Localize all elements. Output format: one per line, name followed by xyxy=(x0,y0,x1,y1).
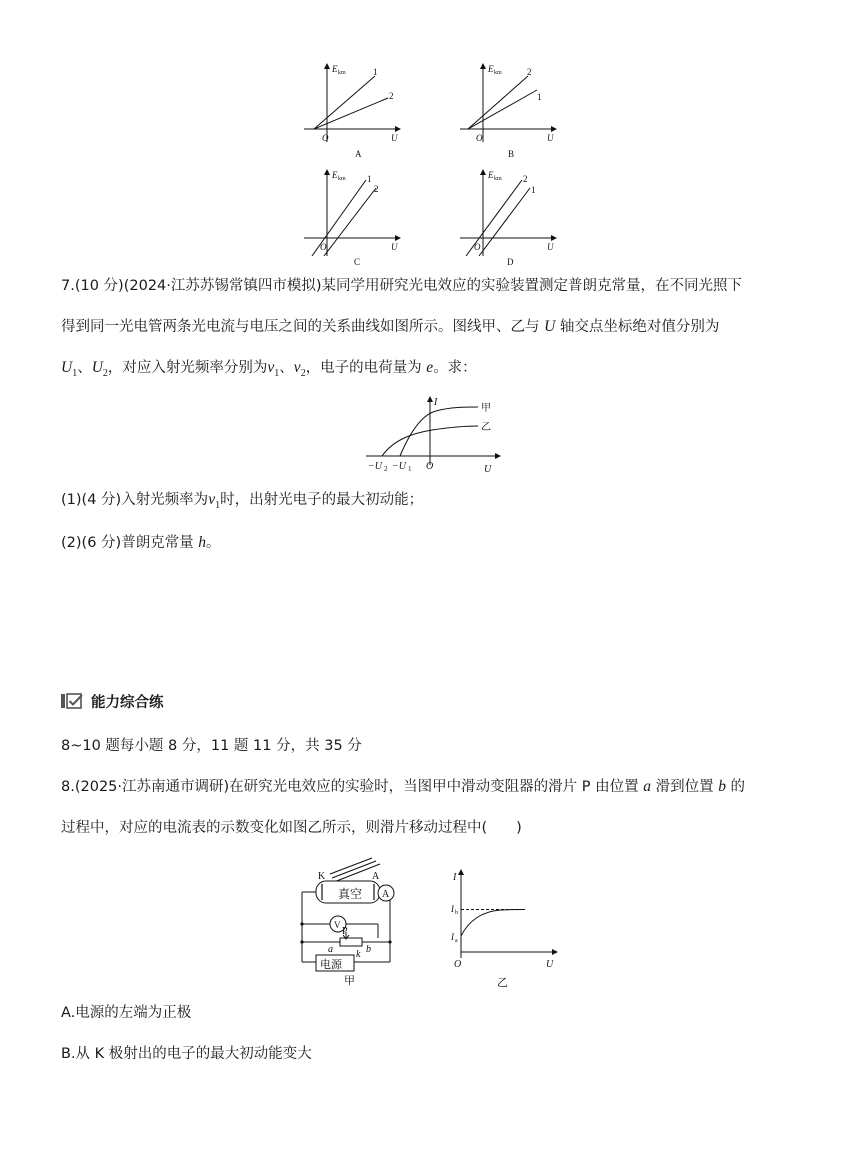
q7-line1: 7.(10 分)(2024·江苏苏锡常镇四市模拟)某同学用研究光电效应的实验装置测定普朗克常量，在不同光照下 xyxy=(61,278,743,294)
graph-c-origin: O xyxy=(320,242,327,252)
graph-d-line1: 2 xyxy=(523,174,528,184)
graph-c-line1: 1 xyxy=(367,174,372,184)
q8-option-a: A.电源的左端为正极 xyxy=(61,1005,192,1021)
igraph-ia: I xyxy=(451,932,454,942)
circuit-p-label: P xyxy=(342,926,348,937)
graph-c-letter: C xyxy=(354,257,361,267)
graph-d-origin: O xyxy=(474,242,481,252)
graph-a-xlabel: U xyxy=(391,133,398,143)
checklist-icon xyxy=(61,693,83,709)
option-graphs xyxy=(290,58,554,267)
q7-graph-curve-b: 乙 xyxy=(481,422,491,433)
graph-b-ysub: km xyxy=(494,70,502,76)
igraph-origin: O xyxy=(454,959,462,970)
graph-d-ylabel: E xyxy=(488,170,494,180)
circuit-ra-label: a xyxy=(328,944,333,955)
graph-b-line2: 1 xyxy=(537,92,542,102)
graph-b-xlabel: U xyxy=(547,133,554,143)
circuit-rb-label: b xyxy=(366,944,371,955)
q8-circuit-diagram xyxy=(290,858,410,988)
circuit-source-label: 电源 xyxy=(320,959,342,971)
graph-a-letter: A xyxy=(355,149,362,159)
q7-graph-curve-a: 甲 xyxy=(481,403,491,414)
q8-line1: 8.(2025·江苏南通市调研)在研究光电效应的实验时，当图甲中滑动变阻器的滑片 P 由位置 a 滑到位置 b 的 xyxy=(61,778,746,795)
graph-d-xlabel: U xyxy=(547,242,554,252)
q7-line2: 得到同一光电管两条光电流与电压之间的关系曲线如图所示。图线甲、乙与 U 轴交点坐标绝对值分别为 xyxy=(61,318,720,335)
circuit-ammeter-label: A xyxy=(382,889,390,900)
igraph-xlabel: U xyxy=(546,959,554,970)
section-scoring: 8~10 题每小题 8 分，11 题 11 分，共 35 分 xyxy=(61,738,362,754)
q7-sub2: (2)(6 分)普朗克常量 h。 xyxy=(61,534,221,551)
graph-a-ysub: km xyxy=(338,70,346,76)
graph-b-ylabel: E xyxy=(488,64,494,74)
graph-b xyxy=(460,64,556,159)
graph-c-line2: 2 xyxy=(374,184,379,194)
graph-b-letter: B xyxy=(508,149,515,159)
q8-option-b: B.从 K 极射出的电子的最大初动能变大 xyxy=(61,1046,312,1062)
section-header xyxy=(61,690,164,712)
graph-c-ysub: km xyxy=(338,176,346,182)
graph-a-line2: 2 xyxy=(389,91,394,101)
igraph-ylabel: I xyxy=(453,872,457,883)
graph-b-origin: O xyxy=(476,133,483,143)
graph-c-xlabel: U xyxy=(391,242,398,252)
graph-a xyxy=(304,64,400,159)
graph-d-letter: D xyxy=(507,257,514,267)
graph-d-ysub: km xyxy=(494,176,502,182)
graph-b-line1: 2 xyxy=(527,67,532,77)
q8-line2: 过程中，对应的电流表的示数变化如图乙所示，则滑片移动过程中( ) xyxy=(61,820,522,836)
graph-a-ylabel: E xyxy=(332,64,338,74)
q7-graph-tick-u2-sub: 2 xyxy=(384,465,388,473)
circuit-tube-label: 真空 xyxy=(338,887,363,901)
q7-sub1: (1)(4 分)入射光频率为$\nu_1$时，出射光电子的最大初动能； xyxy=(61,491,424,511)
q7-graph-tick-u1-sub: 1 xyxy=(408,465,412,473)
q7-graph-origin: O xyxy=(426,461,434,472)
graph-a-origin: O xyxy=(322,133,329,143)
q7-line3: $U_1$、$U_2$，对应入射光频率分别为$\nu_1$、$\nu_2$，电子的电荷量为 e。求： xyxy=(61,359,477,379)
igraph-ib-sub: b xyxy=(455,910,458,916)
igraph-ib: I xyxy=(451,904,454,914)
graph-a-line1: 1 xyxy=(373,67,378,77)
circuit-voltmeter-label: V xyxy=(334,920,341,930)
q8-iu-graph xyxy=(445,866,565,988)
graph-d-line2: 1 xyxy=(531,185,536,195)
q7-graph-ylabel: I xyxy=(434,397,438,408)
circuit-a-label: A xyxy=(372,871,380,882)
circuit-caption: 甲 xyxy=(344,975,355,987)
q7-iu-graph xyxy=(362,393,512,478)
graph-c-ylabel: E xyxy=(332,170,338,180)
q7-graph-xlabel: U xyxy=(484,464,492,475)
igraph-ia-sub: a xyxy=(455,938,458,944)
circuit-rk-label: k xyxy=(356,949,361,960)
q7-graph-tick-u2: −U xyxy=(368,461,382,472)
graph-c xyxy=(304,170,400,267)
q7-graph-tick-u1: −U xyxy=(392,461,406,472)
section-title: 能力综合练 xyxy=(91,694,164,711)
graph-d xyxy=(460,170,556,267)
igraph-caption: 乙 xyxy=(497,977,508,989)
circuit-k-label: K xyxy=(318,871,326,882)
